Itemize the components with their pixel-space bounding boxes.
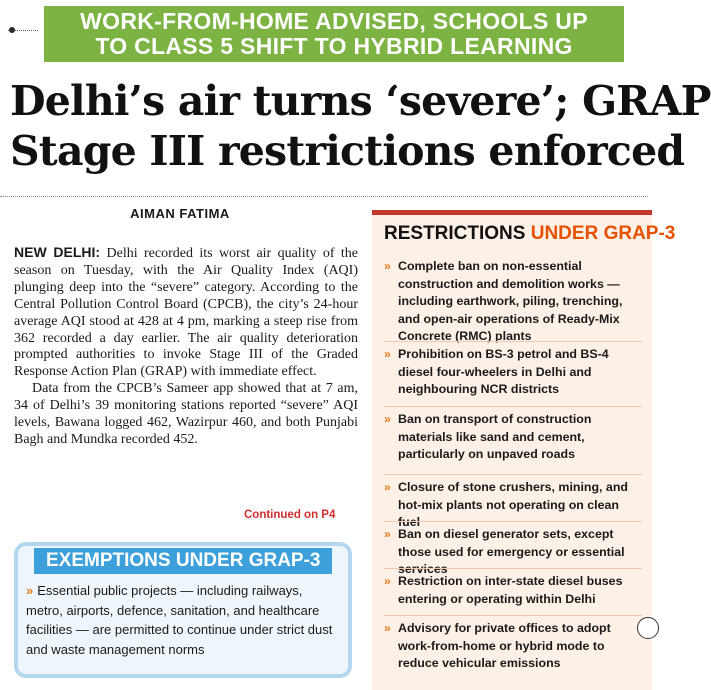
bullet-icon: » [384,621,391,635]
exemptions-item: Essential public projects — including railways, metro, airports, defence, sanitation, and healthcare facilities — are permitted to continue under strict dust and waste management norms [26,583,333,657]
continued-link[interactable]: Continued on P4 [244,509,336,521]
page-marker-icon [637,617,659,639]
restriction-item [384,573,642,608]
restriction-item-text: Ban on diesel generator sets, except those used for emergency or essential services [398,527,625,577]
byline: AIMAN FATIMA [130,206,230,221]
article-paragraph-2: Data from the CPCB’s Sameer app showed that at 7 am, 34 of Delhi’s 39 monitoring stations reported “severe” AQI levels, Bawana logged 462, Wazirpur 460, and both Punjabi Bagh and Mundka recorded 452. [14,381,358,447]
bullet-icon: » [384,347,391,361]
bullet-icon: » [384,480,391,494]
article-body [14,244,358,449]
restriction-item [384,479,642,532]
restriction-divider [384,568,642,569]
kicker-line-2: TO CLASS 5 SHIFT TO HYBRID LEARNING [95,33,573,59]
restriction-item [384,346,642,399]
kicker-rule [8,30,38,31]
restriction-divider [384,341,642,342]
restriction-item-text: Prohibition on BS-3 petrol and BS-4 diesel four-wheelers in Delhi and neighbouring NCR districts [398,347,609,397]
restrictions-title-accent: UNDER GRAP-3 [530,223,676,244]
bullet-icon: » [384,259,391,273]
exemptions-title: EXEMPTIONS UNDER GRAP-3 [34,548,332,574]
byline-divider [0,196,648,197]
exemptions-text [26,581,338,659]
kicker-line-1: WORK-FROM-HOME ADVISED, SCHOOLS UP [80,8,588,34]
headline [10,76,711,176]
restriction-item-text: Advisory for private offices to adopt work-from-home or hybrid mode to reduce vehicular emissions [398,621,611,671]
headline-line-2: Stage III restrictions enforced [10,127,685,175]
headline-line-1: Delhi’s air turns ‘severe’; GRAP [10,77,711,125]
restriction-item [384,411,642,464]
bullet-icon: » [26,583,34,598]
bullet-icon: » [384,527,391,541]
restriction-item-text: Closure of stone crushers, mining, and hot-mix plants not operating on clean fuel [398,480,628,530]
exemptions-box [14,542,352,678]
restriction-item-text: Restriction on inter-state diesel buses entering or operating within Delhi [398,574,623,606]
bullet-icon: » [384,574,391,588]
article-paragraph-1 [14,244,358,381]
restriction-divider [384,521,642,522]
restrictions-title-main: RESTRICTIONS [384,223,526,244]
kicker-banner [44,6,624,62]
restrictions-title [384,222,675,246]
restriction-item [384,526,642,579]
dateline: NEW DELHI: [14,244,101,260]
paragraph-1-text: Delhi recorded its worst air quality of the season on Tuesday, with the Air Quality Index (AQI) plunging deep into the “severe” category. According to the Central Pollution Control Board (CPCB), the city’s 24-hour average AQI stood at 428 at 4 pm, marking a steep rise from 362 recorded a day earlier. The air quality deterioration prompted authorities to invoke Stage III of the Graded Response Action Plan (GRAP) with immediate effect. [14,246,359,380]
restriction-divider [384,474,642,475]
restriction-item [384,620,642,673]
restriction-item [384,258,642,346]
restriction-divider [384,406,642,407]
restriction-item-text: Complete ban on non-essential construction and demolition works — including earthwork, piling, trenching, and open-air operations of Ready-Mix Concrete (RMC) plants [398,259,623,344]
restriction-divider [384,615,642,616]
restriction-item-text: Ban on transport of construction materials like sand and cement, particularly on unpaved roads [398,412,592,462]
bullet-icon: » [384,412,391,426]
